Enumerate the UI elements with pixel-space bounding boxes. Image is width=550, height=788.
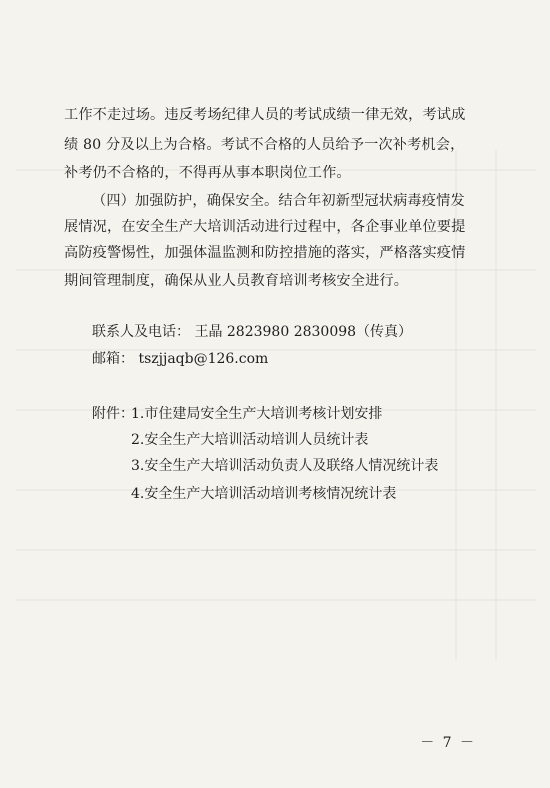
body-line-6: 高防疫警惕性，加强体温监测和防控措施的落实，严格落实疫情 <box>64 245 466 261</box>
body-line-2: 绩 80 分及以上为合格。考试不合格的人员给予一次补考机会， <box>64 137 465 153</box>
attachment-item-4: 4.安全生产大培训活动培训考核情况统计表 <box>131 486 397 502</box>
body-line-3: 补考仍不合格的，不得再从事本职岗位工作。 <box>64 165 351 181</box>
page-number: － 7 － <box>420 735 476 751</box>
contact-email: 邮箱： tszjjaqb@126.com <box>92 351 269 367</box>
attachment-item-1: 1.市住建局安全生产大培训考核计划安排 <box>131 406 383 422</box>
attachment-item-2: 2.安全生产大培训活动培训人员统计表 <box>131 432 369 448</box>
body-line-4: （四）加强防护，确保安全。结合年初新型冠状病毒疫情发 <box>92 193 465 209</box>
body-line-7: 期间管理制度，确保从业人员教育培训考核安全进行。 <box>64 273 409 289</box>
body-line-5: 展情况，在安全生产大培训活动进行过程中，各企事业单位要提 <box>64 219 466 235</box>
attachments-label: 附件： <box>92 406 134 422</box>
attachment-item-3: 3.安全生产大培训活动负责人及联络人情况统计表 <box>131 458 439 474</box>
body-line-1: 工作不走过场。违反考场纪律人员的考试成绩一律无效，考试成 <box>64 107 466 123</box>
contact-phone: 联系人及电话： 王晶 2823980 2830098（传真） <box>92 324 413 340</box>
